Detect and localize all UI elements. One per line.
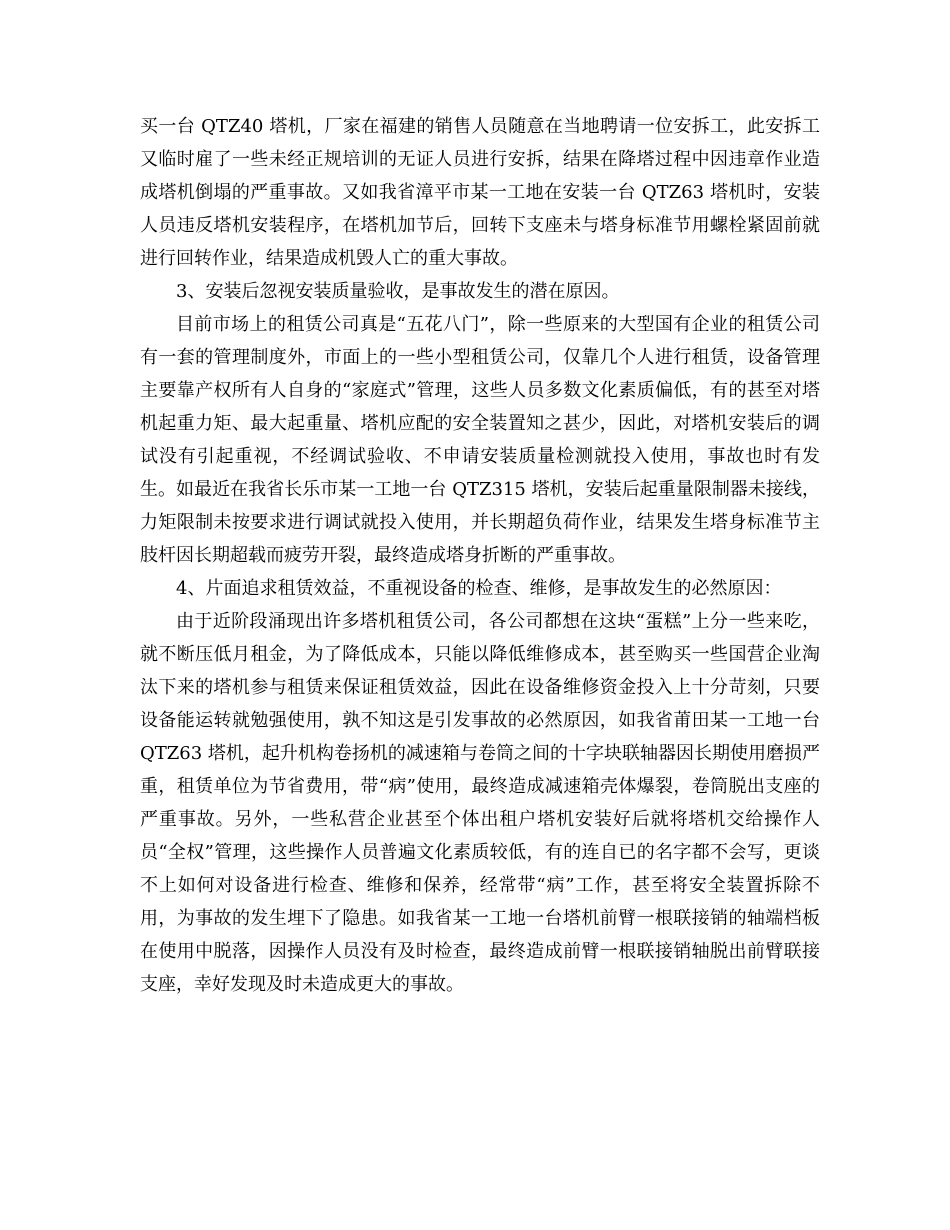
paragraph-5: 由于近阶段涌现出许多塔机租赁公司，各公司都想在这块“蛋糕”上分一些来吃，就不断压低月租金，为了降低成本，只能以降低维修成本，甚至购买一些国营企业淘汰下来的塔机参与租赁来保证租赁效益，因此在设备维修资金投入上十分苛刻，只要设备能运转就勉强使用，孰不知这是引发事故的必然原因，如我省莆田某一工地一台 QTZ63 塔机，起升机构卷扬机的减速箱与卷筒之间的十字块联轴器因长期使用磨损严重，租赁单位为节省费用，带“病”使用，最终造成减速箱壳体爆裂，卷筒脱出支座的严重事故。另外，一些私营企业甚至个体出租户塔机安装好后就将塔机交给操作人员“全权”管理，这些操作人员普遍文化素质较低，有的连自已的名字都不会写，更谈不上如何对设备进行检查、维修和保养，经常带“病”工作，甚至将安全装置拆除不用，为事故的发生埋下了隐患。如我省某一工地一台塔机前臂一根联接销的轴端档板在使用中脱落，因操作人员没有及时检查，最终造成前臂一根联接销轴脱出前臂联接支座，幸好发现及时未造成更大的事故。	[140, 611, 820, 995]
document-body	[140, 110, 820, 1001]
paragraph-2-heading: 3、安装后忽视安装质量验收，是事故发生的潜在原因。	[176, 281, 620, 302]
paragraph-1: 买一台 QTZ40 塔机，厂家在福建的销售人员随意在当地聘请一位安拆工，此安拆工又临时雇了一些未经正规培训的无证人员进行安拆，结果在降塔过程中因违章作业造成塔机倒塌的严重事故。又如我省漳平市某一工地在安装一台 QTZ63 塔机时，安装人员违反塔机安装程序，在塔机加节后，回转下支座未与塔身标准节用螺栓紧固前就进行回转作业，结果造成机毁人亡的重大事故。	[140, 116, 820, 269]
paragraph-4-heading: 4、片面追求租赁效益，不重视设备的检查、维修，是事故发生的必然原因：	[176, 578, 782, 599]
paragraph-3: 目前市场上的租赁公司真是“五花八门”，除一些原来的大型国有企业的租赁公司有一套的管理制度外，市面上的一些小型租赁公司，仅靠几个人进行租赁，设备管理主要靠产权所有人自身的“家庭式”管理，这些人员多数文化素质偏低，有的甚至对塔机起重力矩、最大起重量、塔机应配的安全装置知之甚少，因此，对塔机安装后的调试没有引起重视，不经调试验收、不申请安装质量检测就投入使用，事故也时有发生。如最近在我省长乐市某一工地一台 QTZ315 塔机，安装后起重量限制器未接线，力矩限制未按要求进行调试就投入使用，并长期超负荷作业，结果发生塔身标准节主肢杆因长期超载而疲劳开裂，最终造成塔身折断的严重事故。	[140, 314, 820, 566]
